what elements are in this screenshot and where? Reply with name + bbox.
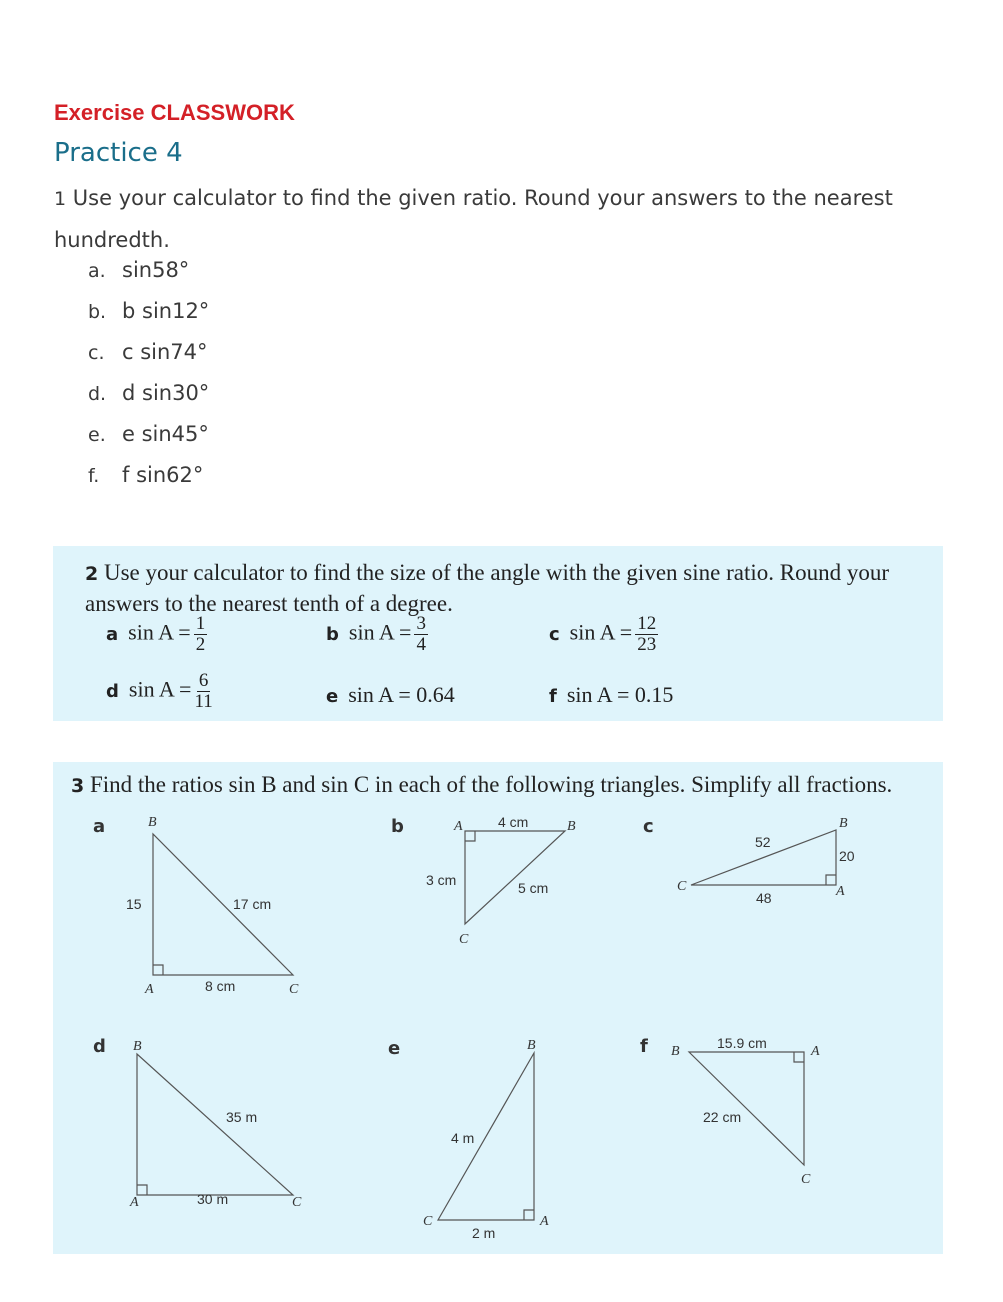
- question-1-text: [54, 178, 934, 261]
- list-item: [88, 422, 209, 446]
- part-text: c sin74°: [122, 340, 208, 364]
- right-angle-mark: [524, 1210, 534, 1220]
- question-2-prompt: Use your calculator to find the size of the angle with the given sine ratio. Round your answers to the nearest tenth of a degree.: [85, 560, 889, 616]
- question-1-prompt: Use your calculator to find the given ratio. Round your answers to the nearest hundredth.: [54, 186, 893, 252]
- q2-item-c: [549, 614, 658, 655]
- item-expr: sin A =: [128, 619, 191, 645]
- side-label: 30 m: [197, 1191, 229, 1207]
- right-angle-mark: [794, 1052, 804, 1062]
- triangle-a: [153, 834, 293, 975]
- side-label: 17 cm: [233, 896, 272, 912]
- side-label: 4 cm: [498, 814, 529, 830]
- vertex-label: C: [801, 1172, 811, 1187]
- side-label: 3 cm: [426, 872, 457, 888]
- triangle-figures: [53, 762, 943, 1254]
- right-angle-mark: [465, 831, 475, 841]
- vertex-label: A: [454, 819, 463, 834]
- triangle-tag-f: f: [640, 1036, 648, 1057]
- vertex-label: B: [567, 819, 576, 834]
- triangle-d: [137, 1054, 293, 1195]
- list-item: [88, 381, 209, 405]
- list-item: [88, 340, 208, 364]
- triangle-tag-a: a: [93, 816, 106, 837]
- denominator: 2: [195, 634, 206, 655]
- part-label: c.: [88, 342, 105, 364]
- side-label: 52: [755, 834, 771, 850]
- item-tag: a: [106, 623, 119, 645]
- question-number: 2: [85, 563, 99, 585]
- list-item: [88, 258, 189, 282]
- vertex-label: A: [836, 884, 845, 899]
- vertex-label: C: [292, 1195, 302, 1210]
- fraction: [414, 614, 428, 655]
- vertex-label: C: [423, 1214, 433, 1229]
- item-tag: b: [326, 623, 339, 645]
- question-2-panel: [53, 546, 943, 721]
- vertex-label: B: [133, 1039, 142, 1054]
- right-angle-mark: [153, 965, 163, 975]
- side-label: 15.9 cm: [717, 1035, 767, 1051]
- exercise-title: Exercise CLASSWORK: [54, 100, 295, 125]
- part-text: b sin12°: [122, 299, 210, 323]
- part-label: f.: [88, 465, 100, 487]
- question-2-text: [85, 558, 935, 619]
- item-tag: c: [549, 623, 560, 645]
- part-label: a.: [88, 260, 106, 282]
- list-item: [88, 463, 203, 487]
- side-label: 15: [126, 896, 142, 912]
- question-number: 3: [71, 775, 85, 797]
- vertex-label: A: [145, 982, 154, 997]
- right-angle-mark: [826, 875, 836, 885]
- part-label: b.: [88, 301, 107, 323]
- vertex-label: C: [677, 879, 687, 894]
- numerator: 1: [195, 613, 206, 634]
- vertex-label: A: [540, 1214, 549, 1229]
- item-expr: sin A = 0.64: [348, 682, 455, 707]
- side-label: 48: [756, 890, 772, 906]
- part-label: e.: [88, 424, 106, 446]
- triangle-tag-b: b: [391, 816, 404, 837]
- part-text: f sin62°: [122, 463, 204, 487]
- numerator: 6: [198, 670, 209, 691]
- part-text: sin58°: [122, 258, 190, 282]
- q2-item-d: [106, 671, 213, 712]
- q2-item-e: [326, 682, 455, 708]
- item-tag: d: [106, 680, 119, 702]
- triangle-tag-c: c: [643, 816, 654, 837]
- practice-heading: Practice 4: [54, 138, 183, 168]
- item-expr: sin A =: [348, 619, 412, 645]
- denominator: 11: [194, 691, 213, 712]
- q2-item-f: [549, 682, 673, 708]
- vertex-label: A: [130, 1195, 139, 1210]
- q2-item-a: [106, 614, 207, 655]
- fraction: [194, 614, 208, 655]
- denominator: 23: [637, 634, 657, 655]
- side-label: 5 cm: [518, 880, 549, 896]
- part-text: e sin45°: [122, 422, 209, 446]
- question-number: 1: [54, 188, 67, 210]
- question-3-prompt: Find the ratios sin B and sin C in each of the following triangles. Simplify all fractions.: [89, 772, 893, 797]
- item-tag: e: [326, 686, 339, 707]
- vertex-label: C: [459, 932, 469, 947]
- vertex-label: B: [839, 816, 848, 831]
- triangle-tag-d: d: [93, 1036, 106, 1057]
- question-3-panel: [53, 762, 943, 1254]
- side-label: 4 m: [451, 1130, 475, 1146]
- part-text: d sin30°: [122, 381, 210, 405]
- denominator: 4: [416, 634, 426, 655]
- vertex-label: B: [671, 1044, 680, 1059]
- triangle-tag-e: e: [388, 1038, 401, 1059]
- triangle-b: [465, 831, 565, 924]
- item-expr: sin A =: [128, 676, 192, 702]
- list-item: [88, 299, 209, 323]
- side-label: 8 cm: [205, 978, 236, 994]
- side-label: 22 cm: [703, 1109, 742, 1125]
- vertex-label: A: [811, 1044, 820, 1059]
- fraction: [194, 671, 212, 712]
- numerator: 12: [637, 613, 657, 634]
- side-label: 35 m: [226, 1109, 258, 1125]
- right-angle-mark: [137, 1185, 147, 1195]
- item-expr: sin A =: [569, 619, 633, 645]
- part-label: d.: [88, 383, 107, 405]
- item-tag: f: [549, 686, 557, 707]
- item-expr: sin A = 0.15: [566, 682, 674, 707]
- fraction: [635, 614, 658, 655]
- numerator: 3: [416, 613, 426, 634]
- vertex-label: C: [289, 982, 299, 997]
- side-label: 20: [839, 848, 855, 864]
- side-label: 2 m: [472, 1225, 496, 1241]
- q2-item-b: [326, 614, 428, 655]
- vertex-label: B: [148, 815, 157, 830]
- vertex-label: B: [527, 1038, 536, 1053]
